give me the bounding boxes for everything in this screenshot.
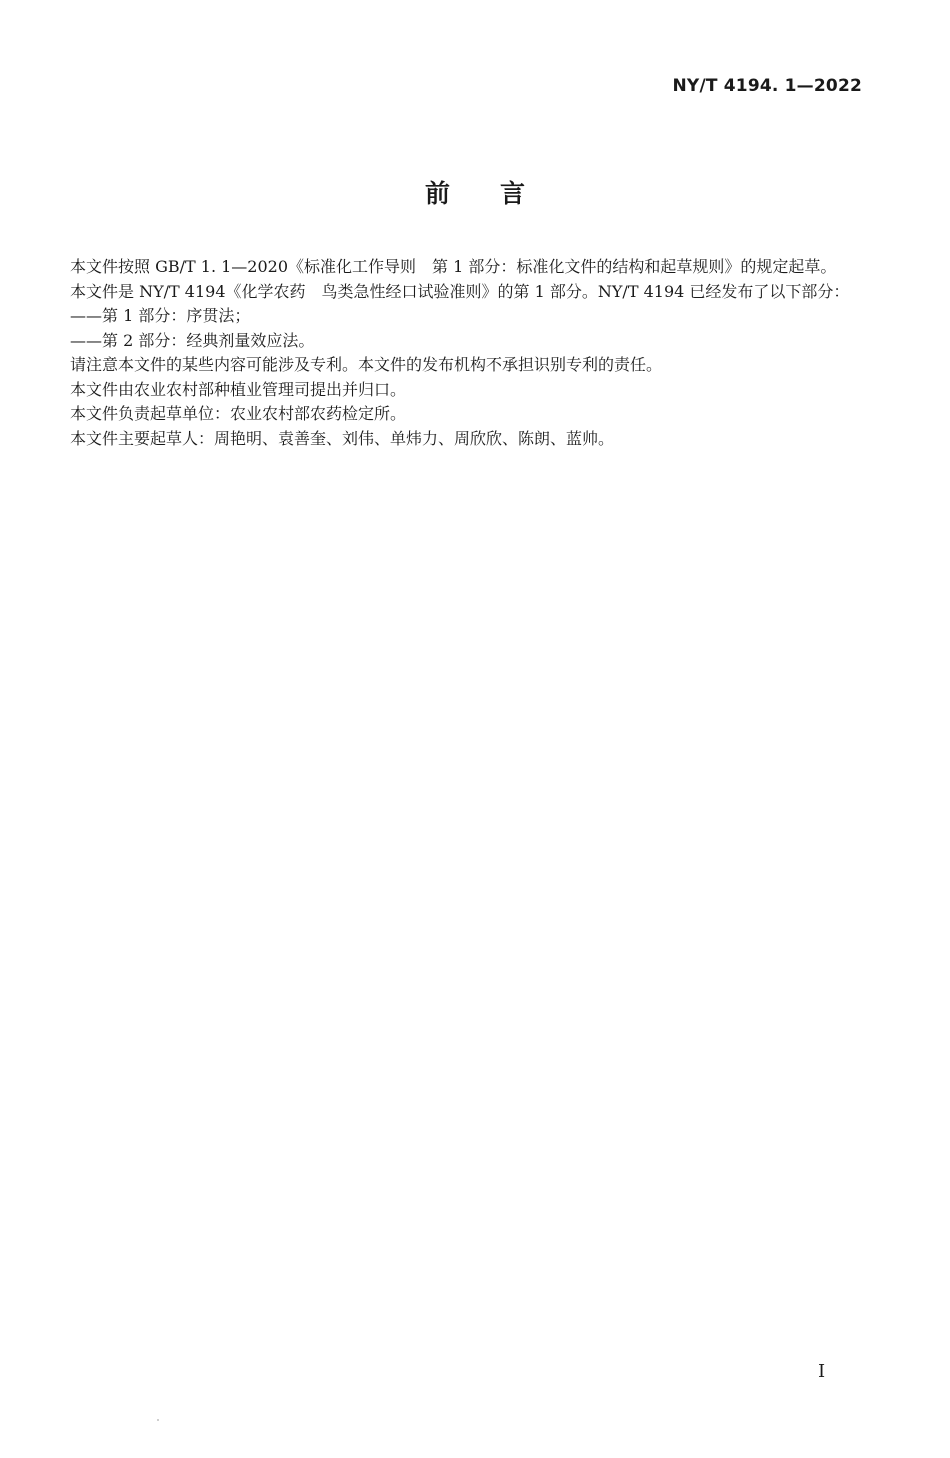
page-number: I	[818, 1361, 826, 1382]
paragraph-series-info: 本文件是 NY/T 4194《化学农药 鸟类急性经口试验准则》的第 1 部分。NY/T 4194 已经发布了以下部分：	[70, 281, 850, 301]
list-item-part-2: ——第 2 部分：经典剂量效应法。	[70, 330, 315, 350]
paragraph-proposer: 本文件由农业农村部种植业管理司提出并归口。	[70, 379, 407, 399]
scan-artifact	[157, 1419, 159, 1421]
foreword-body	[38, 255, 860, 451]
paragraph-drafting-basis: 本文件按照 GB/T 1. 1—2020《标准化工作导则 第 1 部分：标准化文件的结构和起草规则》的规定起草。	[70, 257, 837, 276]
list-item-part-1: ——第 1 部分：序贯法；	[70, 306, 251, 325]
paragraph-patent-notice: 请注意本文件的某些内容可能涉及专利。本文件的发布机构不承担识别专利的责任。	[70, 355, 663, 374]
paragraph-drafting-unit: 本文件负责起草单位：农业农村部农药检定所。	[70, 404, 407, 423]
paragraph-drafters: 本文件主要起草人：周艳明、袁善奎、刘伟、单炜力、周欣欣、陈朗、蓝帅。	[70, 428, 615, 448]
page-title: 前言	[424, 179, 575, 208]
standard-code: NY/T 4194. 1—2022	[672, 76, 862, 96]
